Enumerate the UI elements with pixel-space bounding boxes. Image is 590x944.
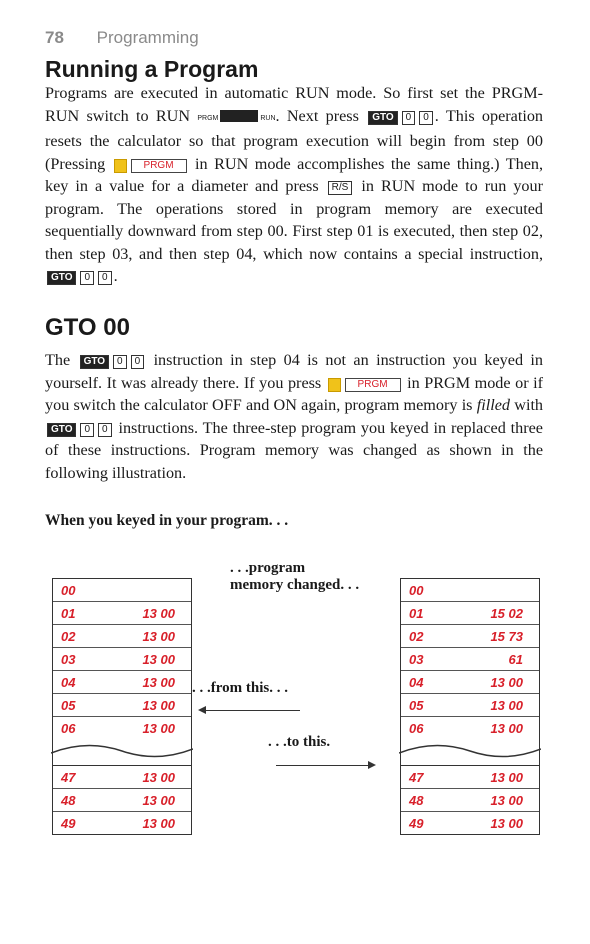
switch-prgm-label: PRGM xyxy=(197,114,219,122)
p2-text-c: in PRGM mode or if you switch the calculator OFF and ON again, program memory is xyxy=(45,373,544,414)
switch-bar xyxy=(220,110,258,122)
step-code: 13 00 xyxy=(142,721,175,736)
step-number: 47 xyxy=(409,770,424,785)
step-number: 48 xyxy=(409,793,424,808)
p1-text-f: . xyxy=(113,267,118,285)
step-code: 13 00 xyxy=(490,793,523,808)
rs-key-icon: R/S xyxy=(328,181,353,195)
memory-table-after-top xyxy=(401,579,539,739)
p1-text-e: in RUN mode to run your program. The operations stored in program memory are executed sequentially downward from step 00. First step 01 is executed, then step 02, then step 03, and then step 04, which now contains a special instruction, xyxy=(45,177,544,263)
table-row xyxy=(401,671,539,694)
zero-key-icon: 0 xyxy=(113,355,127,369)
prgm-key-icon: PRGM xyxy=(345,378,401,392)
table-row xyxy=(401,648,539,671)
step-number: 49 xyxy=(409,816,424,831)
table-row xyxy=(53,789,191,812)
table-row xyxy=(53,602,191,625)
step-code: 13 00 xyxy=(490,816,523,831)
step-number: 04 xyxy=(61,675,76,690)
zero-key-icon: 0 xyxy=(131,355,145,369)
table-row xyxy=(401,812,539,834)
step-code: 15 02 xyxy=(490,606,523,621)
page-title: Running a Program xyxy=(45,56,259,82)
table-row xyxy=(53,812,191,834)
prgm-key-icon: PRGM xyxy=(131,159,187,173)
f-key-icon: f xyxy=(328,378,341,392)
step-code: 13 00 xyxy=(142,652,175,667)
table-row xyxy=(53,648,191,671)
f-key-icon: f xyxy=(114,159,127,173)
table-row xyxy=(401,789,539,812)
step-number: 04 xyxy=(409,675,424,690)
page-header xyxy=(45,28,199,48)
step-number: 49 xyxy=(61,816,76,831)
note-memory-changed: . . .program memory changed. . . xyxy=(230,560,360,593)
step-code: 13 00 xyxy=(142,675,175,690)
step-number: 05 xyxy=(409,698,424,713)
step-code: 13 00 xyxy=(490,675,523,690)
switch-run-label: RUN xyxy=(260,114,276,122)
illustration-caption: When you keyed in your program. . . xyxy=(45,512,289,529)
table-row xyxy=(401,625,539,648)
prgm-run-switch-icon xyxy=(197,108,275,131)
table-row xyxy=(401,602,539,625)
p1-text-c: . This operation resets the calculator so that program execution will begin from step 00 (Pressing xyxy=(45,106,544,173)
page-number: 78 xyxy=(45,28,64,47)
step-number: 48 xyxy=(61,793,76,808)
break-wave-icon xyxy=(53,739,191,766)
step-number: 47 xyxy=(61,770,76,785)
p1-text-a: Programs are executed in automatic RUN mode. So first set the PRGM-RUN switch to RUN xyxy=(45,84,543,125)
arrow-right-icon xyxy=(276,765,370,766)
table-row xyxy=(53,625,191,648)
table-row xyxy=(53,766,191,789)
zero-key-icon: 0 xyxy=(80,423,94,437)
step-number: 01 xyxy=(409,606,424,621)
zero-key-icon: 0 xyxy=(402,111,416,125)
step-number: 03 xyxy=(409,652,424,667)
p1-text-d: in RUN mode accomplishes the same thing.) Then, key in a value for a diameter and press xyxy=(45,154,544,195)
step-code: 13 00 xyxy=(142,629,175,644)
p2-text-b: instruction in step 04 is not an instruction you keyed in yourself. It was already there. If you press xyxy=(45,351,544,392)
step-code: 13 00 xyxy=(490,770,523,785)
gto-key-icon: GTO xyxy=(80,355,109,369)
step-number: 00 xyxy=(61,583,76,598)
memory-table-after xyxy=(400,578,540,835)
step-code: 15 73 xyxy=(490,629,523,644)
step-code: 13 00 xyxy=(142,698,175,713)
note-to-this: . . .to this. xyxy=(268,734,331,750)
arrow-left-icon xyxy=(204,710,300,711)
step-code: 13 00 xyxy=(142,606,175,621)
step-number: 03 xyxy=(61,652,76,667)
gto-key-icon: GTO xyxy=(47,423,76,437)
paragraph-2 xyxy=(45,349,543,484)
gto-key-icon: GTO xyxy=(368,111,397,125)
memory-table-before xyxy=(52,578,192,835)
p1-text-b: . Next press xyxy=(275,106,359,125)
step-code: 13 00 xyxy=(490,721,523,736)
step-code: 13 00 xyxy=(142,770,175,785)
memory-table-before-top xyxy=(53,579,191,739)
step-code: 61 xyxy=(508,652,523,667)
step-code: 13 00 xyxy=(142,816,175,831)
step-number: 00 xyxy=(409,583,424,598)
p2-text-d: with xyxy=(514,396,544,414)
zero-key-icon: 0 xyxy=(80,271,94,285)
p2-text-e: instructions. The three-step program you keyed in replaced three of these instructions. Program memory was changed as shown in the following illustration. xyxy=(45,418,543,482)
zero-key-icon: 0 xyxy=(419,111,433,125)
step-code: 13 00 xyxy=(490,698,523,713)
section-title: Programming xyxy=(96,28,199,47)
p2-text-a: The xyxy=(45,351,71,369)
paragraph-1 xyxy=(45,82,543,288)
step-number: 02 xyxy=(61,629,76,644)
break-wave-icon xyxy=(401,739,539,766)
step-number: 06 xyxy=(409,721,424,736)
memory-table-after-bottom xyxy=(401,766,539,834)
table-row xyxy=(401,579,539,602)
table-row xyxy=(53,694,191,717)
step-code: 13 00 xyxy=(142,793,175,808)
gto-key-icon: GTO xyxy=(47,271,76,285)
table-row xyxy=(401,694,539,717)
table-row xyxy=(53,579,191,602)
step-number: 06 xyxy=(61,721,76,736)
table-row xyxy=(401,766,539,789)
table-row xyxy=(53,671,191,694)
step-number: 01 xyxy=(61,606,76,621)
section-heading: GTO 00 xyxy=(45,314,130,341)
zero-key-icon: 0 xyxy=(98,423,112,437)
step-number: 02 xyxy=(409,629,424,644)
step-number: 05 xyxy=(61,698,76,713)
note-from-this: . . .from this. . . xyxy=(192,680,288,696)
zero-key-icon: 0 xyxy=(98,271,112,285)
memory-table-before-bottom xyxy=(53,766,191,834)
table-row xyxy=(401,717,539,739)
table-row xyxy=(53,717,191,739)
p2-text-filled: filled xyxy=(476,396,511,414)
